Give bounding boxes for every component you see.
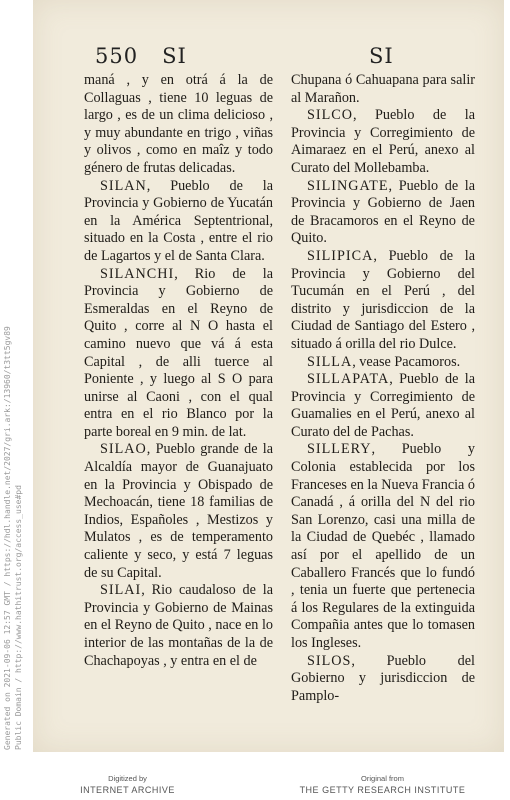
entry-headword: SILLERY [307,441,372,458]
footer-right-small: Original from [361,774,404,783]
entry-headword: SILIPICA [307,247,374,264]
page-header-left [95,44,187,68]
entry-paragraph: SILLA, vease Pacamoros. [307,353,461,370]
entry-headword: SILCO [307,107,353,124]
entry-paragraph: Chupana ó Cahuapana para salir al Marañon. [291,72,475,106]
page-number: 550 [95,44,139,68]
entry-paragraph: SILAN, Pueblo de la Provincia y Gobierno de Yucatán en la América Septentrional, situado en la Costa , entre el rio de Lagartos y el de Santa Clara. [84,177,273,264]
running-head-left: SI [162,44,187,68]
footer-digitized-by [0,774,255,796]
entry-paragraph: SILCO, Pueblo de la Provincia y Corregimiento de Aimaraez en el Perú, anexo al Curato del Mollebamba. [291,107,475,176]
entry-headword: SILLAPATA [307,371,390,388]
entry-headword: SILINGATE [307,177,389,194]
entry-paragraph: SILOS, Pueblo del Gobierno y jurisdiccion de Pamplo- [291,652,475,704]
entry-headword: SILAN [100,177,147,194]
entry-paragraph: maná , y en otrá á la de Collaguas , tiene 10 leguas de largo , es de un clima delicioso , y muy abundante en trigo , viñas y olivos , como en maîz y todo género de frutas delicadas. [84,72,273,176]
entry-headword: SILOS [307,652,352,669]
entry-headword: SILANCHI [100,265,175,282]
entry-paragraph: SILIPICA, Pueblo de la Provincia y Gobierno del Tucumán en el Perú , del distrito y jurisdiccion de la Ciudad de Santiago del Estero , situado á orilla del rio Dulce. [291,247,475,352]
watermark-line-2: Public Domain / http://www.hathitrust.org/access_use#pd [14,485,23,750]
watermark [2,326,24,750]
entry-paragraph: SILLERY, Pueblo y Colonia establecida por los Franceses en la Nueva Francia ó Canadá , á orilla del N del rio San Lorenzo, casi una milla de la Ciudad de Quebéc , llamado así por el apellido de un Caballero Francés que lo fundó , tenia un fuerte que pertenecia á los Regulares de la extinguida Compañia antes que lo tomasen los Ingleses. [291,441,475,651]
entry-headword: SILAO [100,441,147,458]
footer-left-small: Digitized by [108,774,147,783]
entry-paragraph: SILANCHI, Rio de la Provincia y Gobierno de Esmeraldas en el Reyno de Quito , corre al N O hasta el camino nuevo que vá á esta Capital , de alli tuerce al Poniente , y luego al S O para unirse al Caoni , con el qual entra en el rio Blanco por la parte boreal en 9 min. de lat. [84,265,273,440]
entry-paragraph: SILINGATE, Pueblo de la Provincia y Gobierno de Jaen de Bracamoros en el Reyno de Quito. [291,177,475,247]
entry-headword: SILLA [307,353,353,370]
left-column [84,72,273,670]
footer-original-from [255,774,510,796]
watermark-line-1: Generated on 2021-09-06 12:57 GMT / https://hdl.handle.net/2027/gri.ark:/13960/t3tt5gv89 [3,326,12,750]
entry-paragraph: SILLAPATA, Pueblo de la Provincia y Corregimiento de Guamalies en el Perú, anexo al Curato del de Pachas. [291,371,475,440]
right-column [291,72,475,705]
footer-right-big: THE GETTY RESEARCH INSTITUTE [299,785,466,795]
entry-paragraph: SILAO, Pueblo grande de la Alcaldía mayor de Guanajuato en la Provincia y Obispado de Mechoacán, tiene 18 familias de Indios, Españoles , Mestizos y Mulatos , es de temperamento caliente y seco, y está 7 leguas de su Capital. [84,441,273,581]
entry-paragraph: SILAI, Rio caudaloso de la Provincia y Gobierno de Mainas en el Reyno de Quito , nace en lo interior de las montañas de la de Chachapoyas , y entra en el de [84,582,273,669]
footer-left-big: INTERNET ARCHIVE [80,785,175,795]
entry-headword: SILAI [100,582,142,599]
running-head-right: SI [369,44,394,68]
